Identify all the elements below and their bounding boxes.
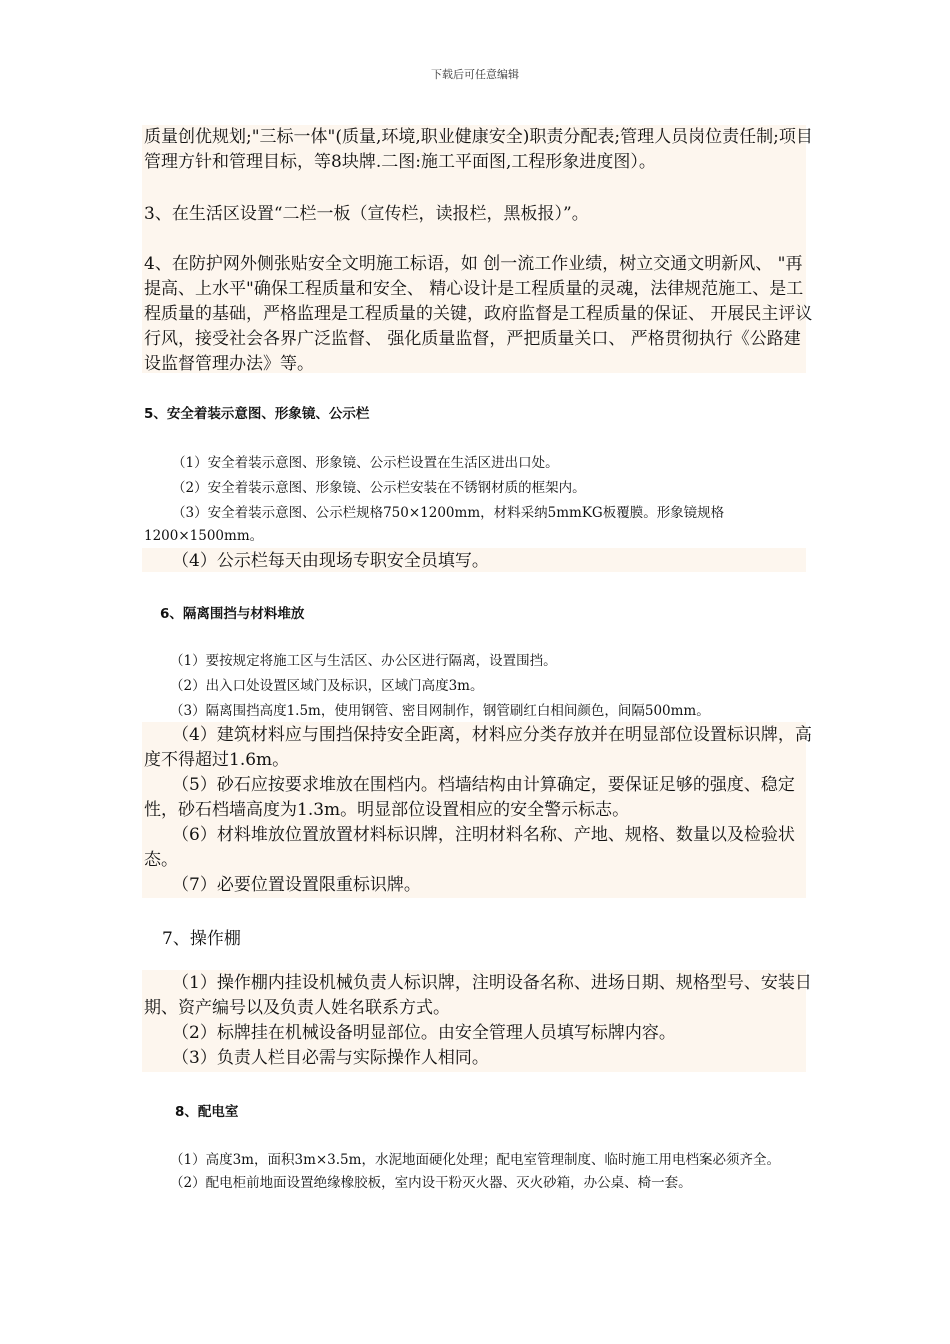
list-item: （4）公示栏每天由现场专职安全员填写。 (172, 551, 489, 571)
list-item: （2）标牌挂在机械设备明显部位。由安全管理人员填写标牌内容。 (172, 1023, 676, 1043)
list-item: （2）出入口处设置区域门及标识，区域门高度3m。 (170, 678, 484, 694)
list-item: （7）必要位置设置限重标识牌。 (172, 875, 421, 895)
list-item: （1）操作棚内挂设机械负责人标识牌，注明设备名称、进场日期、规格型号、安装日期、资产编号以及负责人姓名联系方式。 (144, 973, 812, 1018)
list-item: （2）安全着装示意图、形象镜、公示栏安装在不锈钢材质的框架内。 (172, 480, 586, 496)
section-6-list (144, 650, 814, 723)
section-7-heading: 7、操作棚 (162, 929, 241, 949)
list-item: （1）安全着装示意图、形象镜、公示栏设置在生活区进出口处。 (172, 455, 559, 471)
section-8-heading: 8、配电室 (175, 1104, 239, 1120)
list-item: （3）安全着装示意图、公示栏规格750×1200mm，材料采纳5mmKG板覆膜。形象镜规格1200×1500mm。 (144, 505, 725, 544)
list-item: （3）负责人栏目必需与实际操作人相同。 (172, 1048, 489, 1068)
list-item: （2）配电柜前地面设置绝缘橡胶板，室内设干粉灭火器、灭火砂箱，办公桌、椅一套。 (170, 1175, 692, 1191)
section-6-list-large (144, 723, 814, 898)
intro-paragraph: 质量创优规划;"三标一体"(质量,环境,职业健康安全)职责分配表;管理人员岗位责任制;项目管理方针和管理目标，等8块牌.二图:施工平面图,工程形象进度图）。 (144, 127, 813, 172)
section-8-list (144, 1149, 814, 1195)
page-header: 下载后可任意编辑 (431, 68, 519, 81)
list-item: （3）隔离围挡高度1.5m，使用钢管、密目网制作，钢管刷红白相间颜色，间隔500mm。 (170, 703, 710, 719)
section-5-heading: 5、安全着装示意图、形象镜、公示栏 (144, 406, 370, 422)
list-item: （4）建筑材料应与围挡保持安全距离，材料应分类存放并在明显部位设置标识牌，高度不得超过1.6m。 (144, 725, 812, 770)
paragraph-3: 3、在生活区设置“二栏一板（宣传栏，读报栏，黑板报）”。 (144, 204, 589, 224)
section-7-list (144, 971, 814, 1071)
section-5-list (144, 452, 814, 548)
list-item: （1）要按规定将施工区与生活区、办公区进行隔离，设置围挡。 (170, 653, 557, 669)
section-6-heading: 6、隔离围挡与材料堆放 (160, 606, 305, 622)
section-5-item-4 (144, 549, 814, 574)
list-item: （1）高度3m，面积3m×3.5m，水泥地面硬化处理；配电室管理制度、临时施工用电档案必须齐全。 (170, 1152, 780, 1168)
list-item: （6）材料堆放位置放置材料标识牌，注明材料名称、产地、规格、数量以及检验状态。 (144, 825, 795, 870)
paragraph-4: 4、在防护网外侧张贴安全文明施工标语，如 创一流工作业绩，树立交通文明新风、 "再提高、上水平"确保工程质量和安全、 精心设计是工程质量的灵魂，法律规范施工、是工程质量的基础，严格监理是工程质量的关键，政府监督是工程质量的保证、 开展民主评议行风，接受社会各界广泛监督、 强化质量监督，严把质量关口、 严格贯彻执行《公路建设监督管理办法》等。 (144, 254, 813, 374)
list-item: （5）砂石应按要求堆放在围档内。档墙结构由计算确定，要保证足够的强度、稳定性，砂石档墙高度为1.3m。明显部位设置相应的安全警示标志。 (144, 775, 795, 820)
